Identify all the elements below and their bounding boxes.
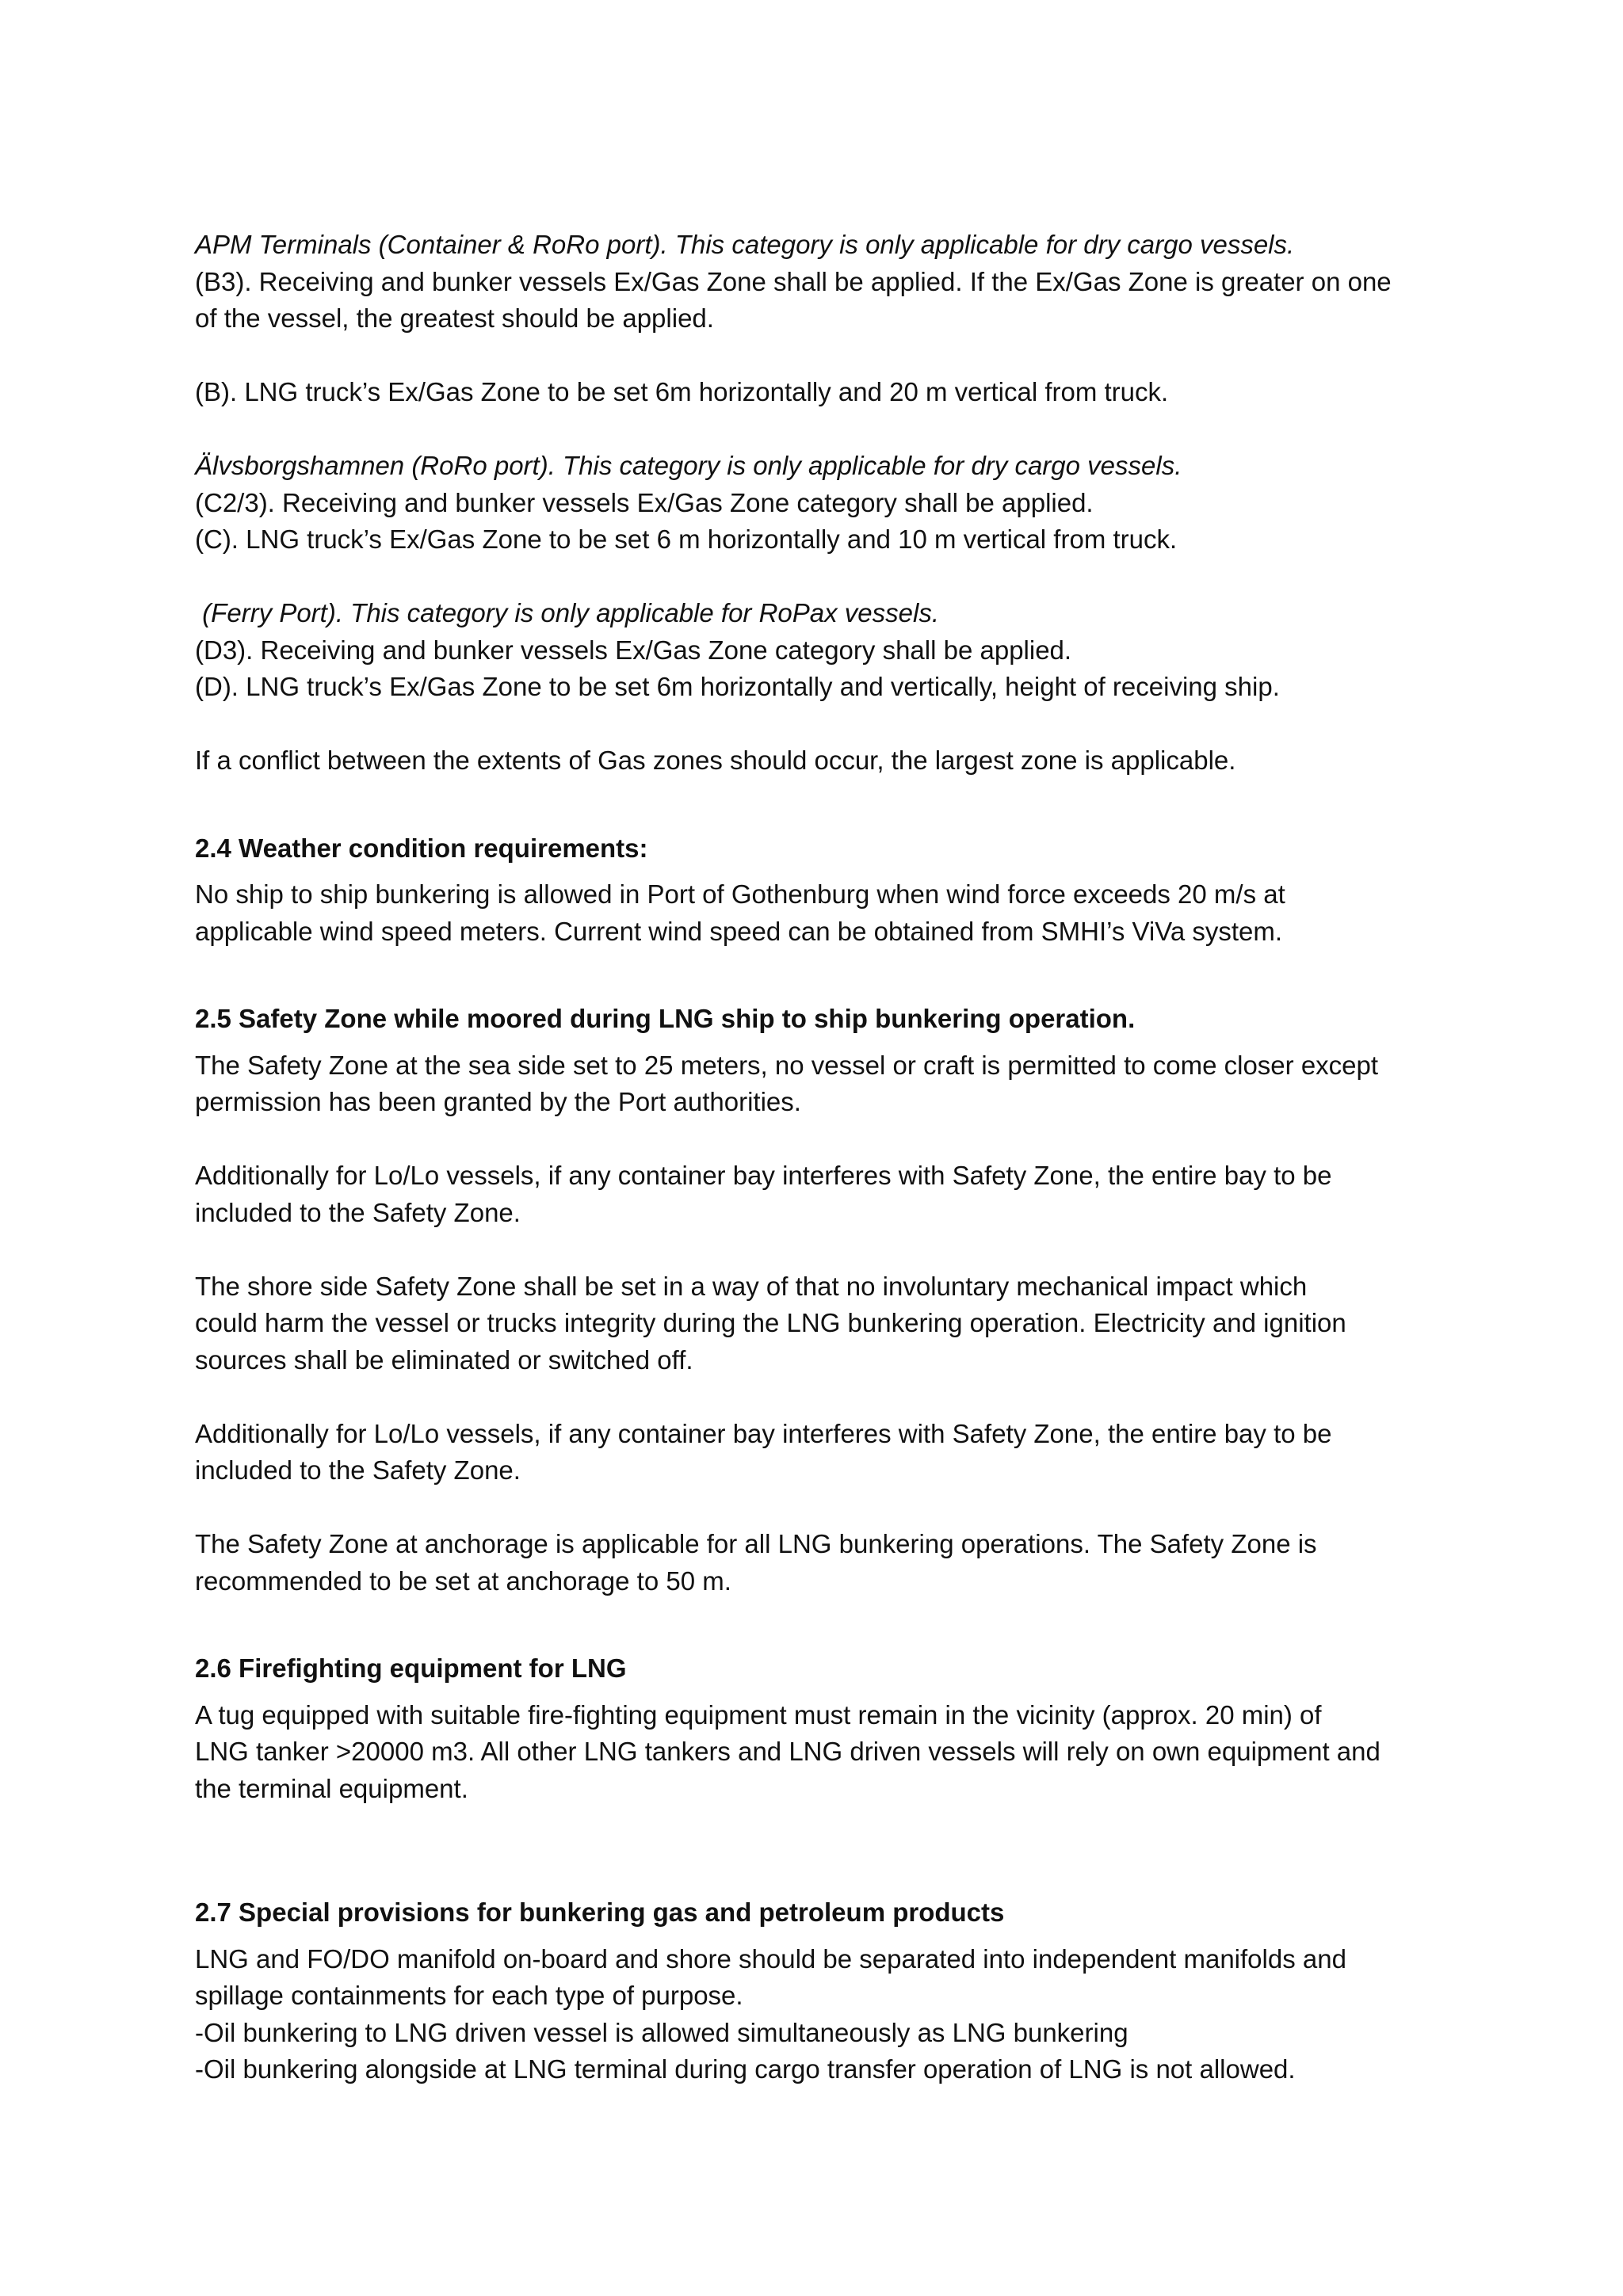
section-2-6-line-3: the terminal equipment. (195, 1773, 468, 1803)
section-2-5-p1-line-1: The Safety Zone at the sea side set to 25 meters, no vessel or craft is permitted to come closer except (195, 1050, 1379, 1080)
section-2-6-heading: 2.6 Firefighting equipment for LNG (195, 1653, 627, 1683)
section-2-7-line-1: LNG and FO/DO manifold on-board and shore should be separated into independent manifolds and (195, 1943, 1346, 1974)
section-2-5-p3-line-3: sources shall be eliminated or switched off. (195, 1344, 693, 1375)
section-2-4-body (195, 876, 1447, 950)
conflict-paragraph: If a conflict between the extents of Gas zones should occur, the largest zone is applicable. (195, 746, 1236, 775)
ferry-d-line: (D). LNG truck’s Ex/Gas Zone to be set 6m horizontally and vertically, height of receiving ship. (195, 672, 1280, 701)
alvsborg-c-line: (C). LNG truck’s Ex/Gas Zone to be set 6 m horizontally and 10 m vertical from truck. (195, 524, 1178, 554)
apm-b3-line-1: (B3). Receiving and bunker vessels Ex/Gas Zone shall be applied. If the Ex/Gas Zone is greater on one (195, 266, 1392, 296)
section-2-7-line-4: -Oil bunkering alongside at LNG terminal during cargo transfer operation of LNG is not allowed. (195, 2054, 1296, 2084)
section-2-4-line-1: No ship to ship bunkering is allowed in Port of Gothenburg when wind force exceeds 20 m/s at (195, 879, 1285, 909)
section-2-5-p1-line-2: permission has been granted by the Port authorities. (195, 1087, 801, 1116)
alvsborgshamnen-block (195, 448, 1447, 559)
ferry-port-title: (Ferry Port). This category is only applicable for RoPax vessels. (195, 598, 940, 627)
section-2-7-line-3: -Oil bunkering to LNG driven vessel is allowed simultaneously as LNG bunkering (195, 2017, 1128, 2047)
ferry-port-block (195, 595, 1447, 706)
section-2-5-p4-line-1: Additionally for Lo/Lo vessels, if any container bay interferes with Safety Zone, the entire bay to be (195, 1418, 1332, 1448)
section-2-6-line-1: A tug equipped with suitable fire-fighting equipment must remain in the vicinity (approx. 20 min) of (195, 1699, 1322, 1730)
document-page (195, 227, 1447, 2088)
section-2-5-heading: 2.5 Safety Zone while moored during LNG ship to ship bunkering operation. (195, 1004, 1136, 1033)
section-2-5-body (195, 1047, 1447, 1600)
apm-terminals-block (195, 227, 1447, 411)
section-2-5-p3-line-2: could harm the vessel or trucks integrity during the LNG bunkering operation. Electricity and ignition (195, 1308, 1346, 1337)
section-2-5-p5-line-2: recommended to be set at anchorage to 50 m. (195, 1566, 731, 1596)
section-2-5-p5-line-1: The Safety Zone at anchorage is applicable for all LNG bunkering operations. The Safety Zone is (195, 1529, 1317, 1558)
apm-terminals-title: APM Terminals (Container & RoRo port). This category is only applicable for dry cargo vessels. (195, 230, 1295, 259)
alvsborg-c23-line: (C2/3). Receiving and bunker vessels Ex/Gas Zone category shall be applied. (195, 487, 1094, 517)
section-2-7-body (195, 1941, 1447, 2088)
apm-b-line: (B). LNG truck’s Ex/Gas Zone to be set 6m horizontally and 20 m vertical from truck. (195, 377, 1169, 406)
section-2-5-p2-line-1: Additionally for Lo/Lo vessels, if any container bay interferes with Safety Zone, the entire bay to be (195, 1161, 1332, 1190)
section-2-4-heading: 2.4 Weather condition requirements: (195, 833, 648, 863)
section-2-4-line-2: applicable wind speed meters. Current wind speed can be obtained from SMHI’s ViVa system. (195, 916, 1283, 946)
ferry-d3-line: (D3). Receiving and bunker vessels Ex/Gas Zone category shall be applied. (195, 635, 1072, 665)
section-2-6-line-2: LNG tanker >20000 m3. All other LNG tankers and LNG driven vessels will rely on own equipment and (195, 1737, 1381, 1766)
section-2-7-line-2: spillage containments for each type of purpose. (195, 1981, 743, 2010)
section-2-5-p4-line-2: included to the Safety Zone. (195, 1455, 521, 1485)
section-2-7-heading: 2.7 Special provisions for bunkering gas and petroleum products (195, 1897, 1005, 1927)
alvsborgshamnen-title: Älvsborgshamnen (RoRo port). This category is only applicable for dry cargo vessels. (195, 451, 1182, 480)
section-2-5-p3-line-1: The shore side Safety Zone shall be set in a way of that no involuntary mechanical impact which (195, 1271, 1308, 1301)
apm-b3-line-2: of the vessel, the greatest should be applied. (195, 303, 714, 333)
section-2-5-p2-line-2: included to the Safety Zone. (195, 1197, 521, 1227)
section-2-6-body (195, 1697, 1447, 1808)
